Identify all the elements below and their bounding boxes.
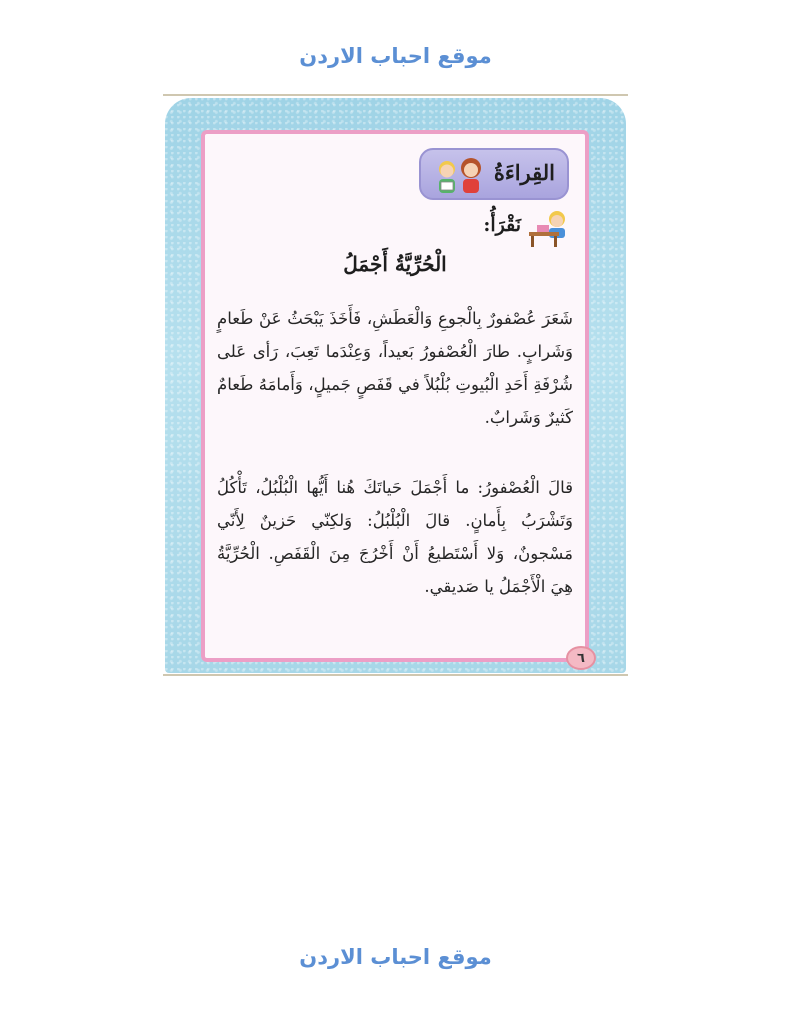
read-label: نَقْرَأُ: bbox=[483, 214, 521, 236]
page-number: ٦ bbox=[566, 646, 596, 670]
site-header-label: موقع احباب الاردن bbox=[299, 44, 492, 68]
section-title: القِراءَةُ bbox=[493, 160, 555, 185]
text-panel bbox=[201, 130, 589, 662]
child-reading-icon bbox=[527, 208, 571, 248]
bottom-divider bbox=[163, 674, 628, 676]
lesson-title: الْحُرِّيَّةُ أَجْمَلُ bbox=[343, 252, 447, 276]
section-banner bbox=[419, 148, 569, 200]
book-page bbox=[165, 98, 626, 673]
lesson-paragraph-2: قالَ الْعُصْفورُ: ما أَجْمَلَ حَياتَكَ هُنا أَيُّها الْبُلْبُلُ، تَأْكُلُ وَتَشْرَبُ بِأَمانٍ. قالَ الْبُلْبُلُ: وَلكِنّي حَزينٌ لِأَنّي مَسْجونٌ، وَلا أَسْتَطيعُ أَنْ أَخْرُجَ مِنَ الْقَفَصِ. الْحُرِّيَّةُ هِيَ الْأَجْمَلُ يا صَديقي. bbox=[217, 478, 573, 596]
site-footer-label: موقع احباب الاردن bbox=[299, 945, 492, 969]
top-divider bbox=[163, 94, 628, 96]
reading-children-icon bbox=[427, 152, 491, 198]
lesson-paragraph-1: شَعَرَ عُصْفورٌ بِالْجوعِ وَالْعَطَشِ، فَأَخَذَ يَبْحَثُ عَنْ طَعامٍ وَشَرابٍ. طارَ الْعُصْفورُ بَعيداً، وَعِنْدَما تَعِبَ، رَأى عَلى شُرْفَةِ أَحَدِ الْبُيوتِ بُلْبُلاً في قَفَصٍ جَميلٍ، وَأَمامَهُ طَعامٌ كَثيرٌ وَشَرابٌ. bbox=[217, 309, 573, 427]
